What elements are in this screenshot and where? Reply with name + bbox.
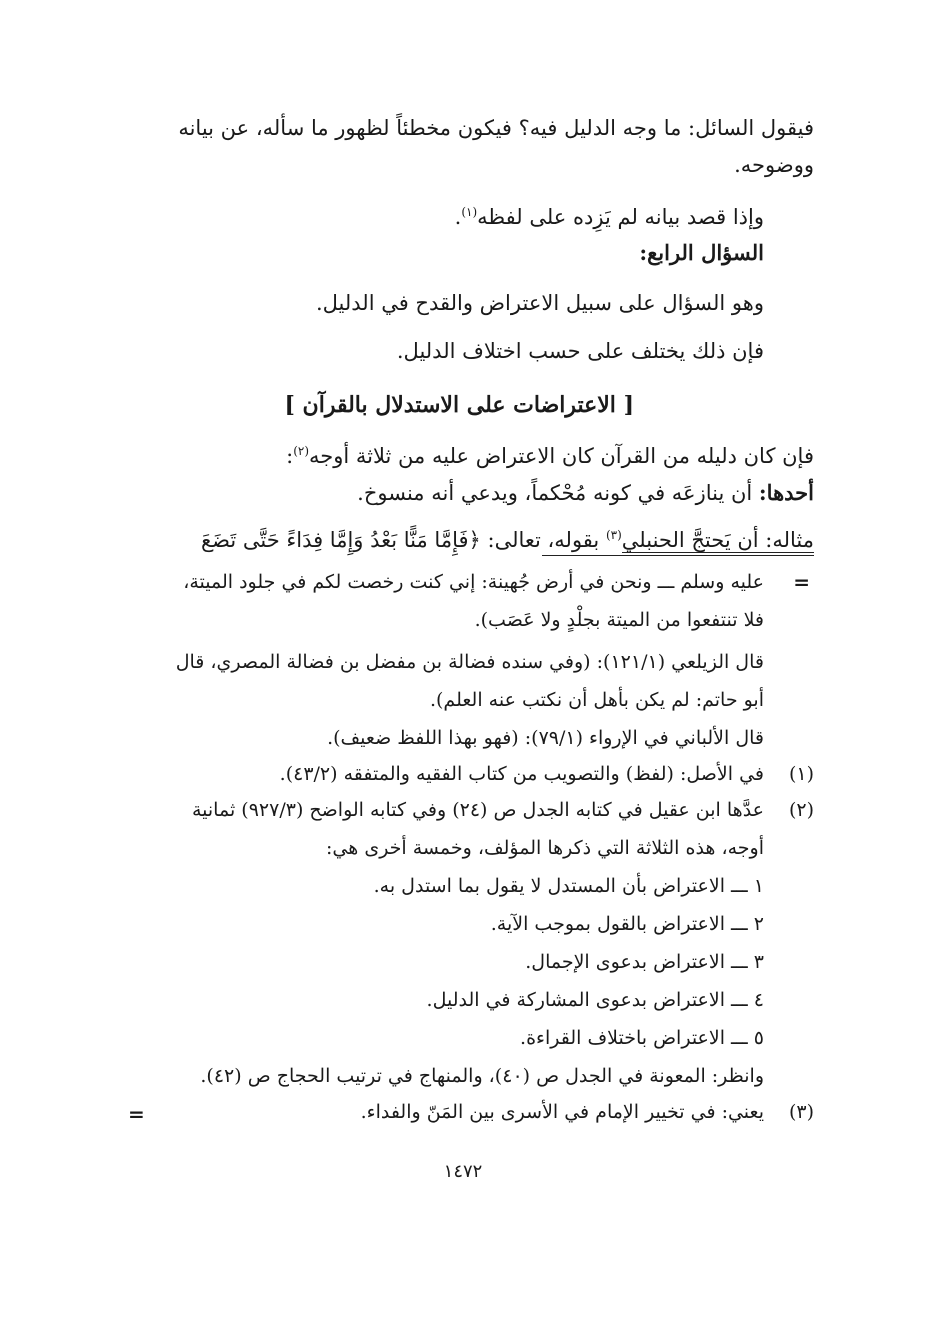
question-four-title: السؤال الرابع: xyxy=(639,240,764,265)
footnote-2-item-5: ٥ ـــ الاعتراض باختلاف القراءة. xyxy=(520,1027,764,1049)
footnote-3-number: (٣) xyxy=(788,1101,814,1123)
footnote-2-item-4: ٤ ـــ الاعتراض بدعوى المشاركة في الدليل. xyxy=(426,989,764,1011)
body-line-2: ووضوحه. xyxy=(734,153,814,177)
footnote-ref-1: (١) xyxy=(461,205,478,219)
footnote-1-number: (١) xyxy=(788,763,814,785)
footnote-cont-line-5: قال الألباني في الإرواء (٧٩/١): (فهو بهذا اللفظ ضعيف). xyxy=(327,727,764,749)
page-number: ١٤٧٢ xyxy=(443,1161,483,1182)
footnote-ref-3: (٣) xyxy=(605,528,622,542)
footnote-2-item-3: ٣ ـــ الاعتراض بدعوى الإجمال. xyxy=(525,951,764,973)
footnote-2-item-2: ٢ ـــ الاعتراض بالقول بموجب الآية. xyxy=(490,913,764,935)
footnote-2-see-also: وانظر: المعونة في الجدل ص (٤٠)، والمنهاج في ترتيب الحجاج ص (٤٢). xyxy=(200,1065,764,1087)
footnote-3-text: يعني: في تخيير الإمام في الأسرى بين المَنّ والفداء. xyxy=(360,1101,764,1123)
body-line-3: وإذا قصد بيانه لم يَزِده على لفظه$^{(١)}$. xyxy=(454,205,764,229)
body-line-1: فيقول السائل: ما وجه الدليل فيه؟ فيكون مخطئاً لظهور ما سأله، عن بيانه xyxy=(178,116,814,140)
footnote-2-line-2: أوجه، هذه الثلاثة التي ذكرها المؤلف، وخمسة أخرى هي: xyxy=(326,837,764,859)
section-heading: [ الاعتراضات على الاستدلال بالقرآن ] xyxy=(284,392,634,418)
continuation-mark-top: = xyxy=(793,570,810,594)
footnote-cont-line-1: عليه وسلم ـــ ونحن في أرض جُهينة: إني كنت رخصت لكم في جلود الميتة، xyxy=(183,571,764,593)
footnote-cont-line-3: قال الزيلعي (١٢١/١): (وفي سنده فضالة بن مفضل بن فضالة المصري، قال xyxy=(175,651,764,673)
footnote-2-number: (٢) xyxy=(788,799,814,821)
footnote-ref-2: (٢) xyxy=(293,444,310,458)
body-line-9: أحدها: أن ينازعَه في كونه مُحْكماً، ويدعي أنه منسوخ. xyxy=(357,480,814,505)
footnote-cont-line-4: أبو حاتم: لم يكن بأهل أن نكتب عنه العلم). xyxy=(429,689,764,711)
body-line-5: وهو السؤال على سبيل الاعتراض والقدح في الدليل. xyxy=(315,291,764,315)
body-line-6: فإن ذلك يختلف على حسب اختلاف الدليل. xyxy=(396,339,764,363)
footnote-2-line-1: عدَّها ابن عقيل في كتابه الجدل ص (٢٤) وفي كتابه الواضح (٩٢٧/٣) ثمانية xyxy=(191,799,764,821)
body-line-8: فإن كان دليله من القرآن كان الاعتراض عليه من ثلاثة أوجه$^{(٢)}$: xyxy=(286,444,814,468)
footnote-2-item-1: ١ ـــ الاعتراض بأن المستدل لا يقول بما استدل به. xyxy=(373,875,764,897)
footnote-cont-line-2: فلا تنتفعوا من الميتة بجلْدٍ ولا عَصَب). xyxy=(474,609,764,631)
continuation-mark-bottom: = xyxy=(128,1102,145,1126)
footnote-1-text: في الأصل: (لفظ) والتصويب من كتاب الفقيه والمتفقه (٤٣/٢). xyxy=(279,763,764,785)
footnote-separator xyxy=(542,555,814,556)
body-line-10: مثاله: أن يَحتجَّ الحنبلي$^{(٣)}$ بقوله، تعالى: ﴿فَإِمَّا مَنًّا بَعْدُ وَإِمَّا فِدَاءً حَتَّى تَضَعَ xyxy=(200,528,814,552)
